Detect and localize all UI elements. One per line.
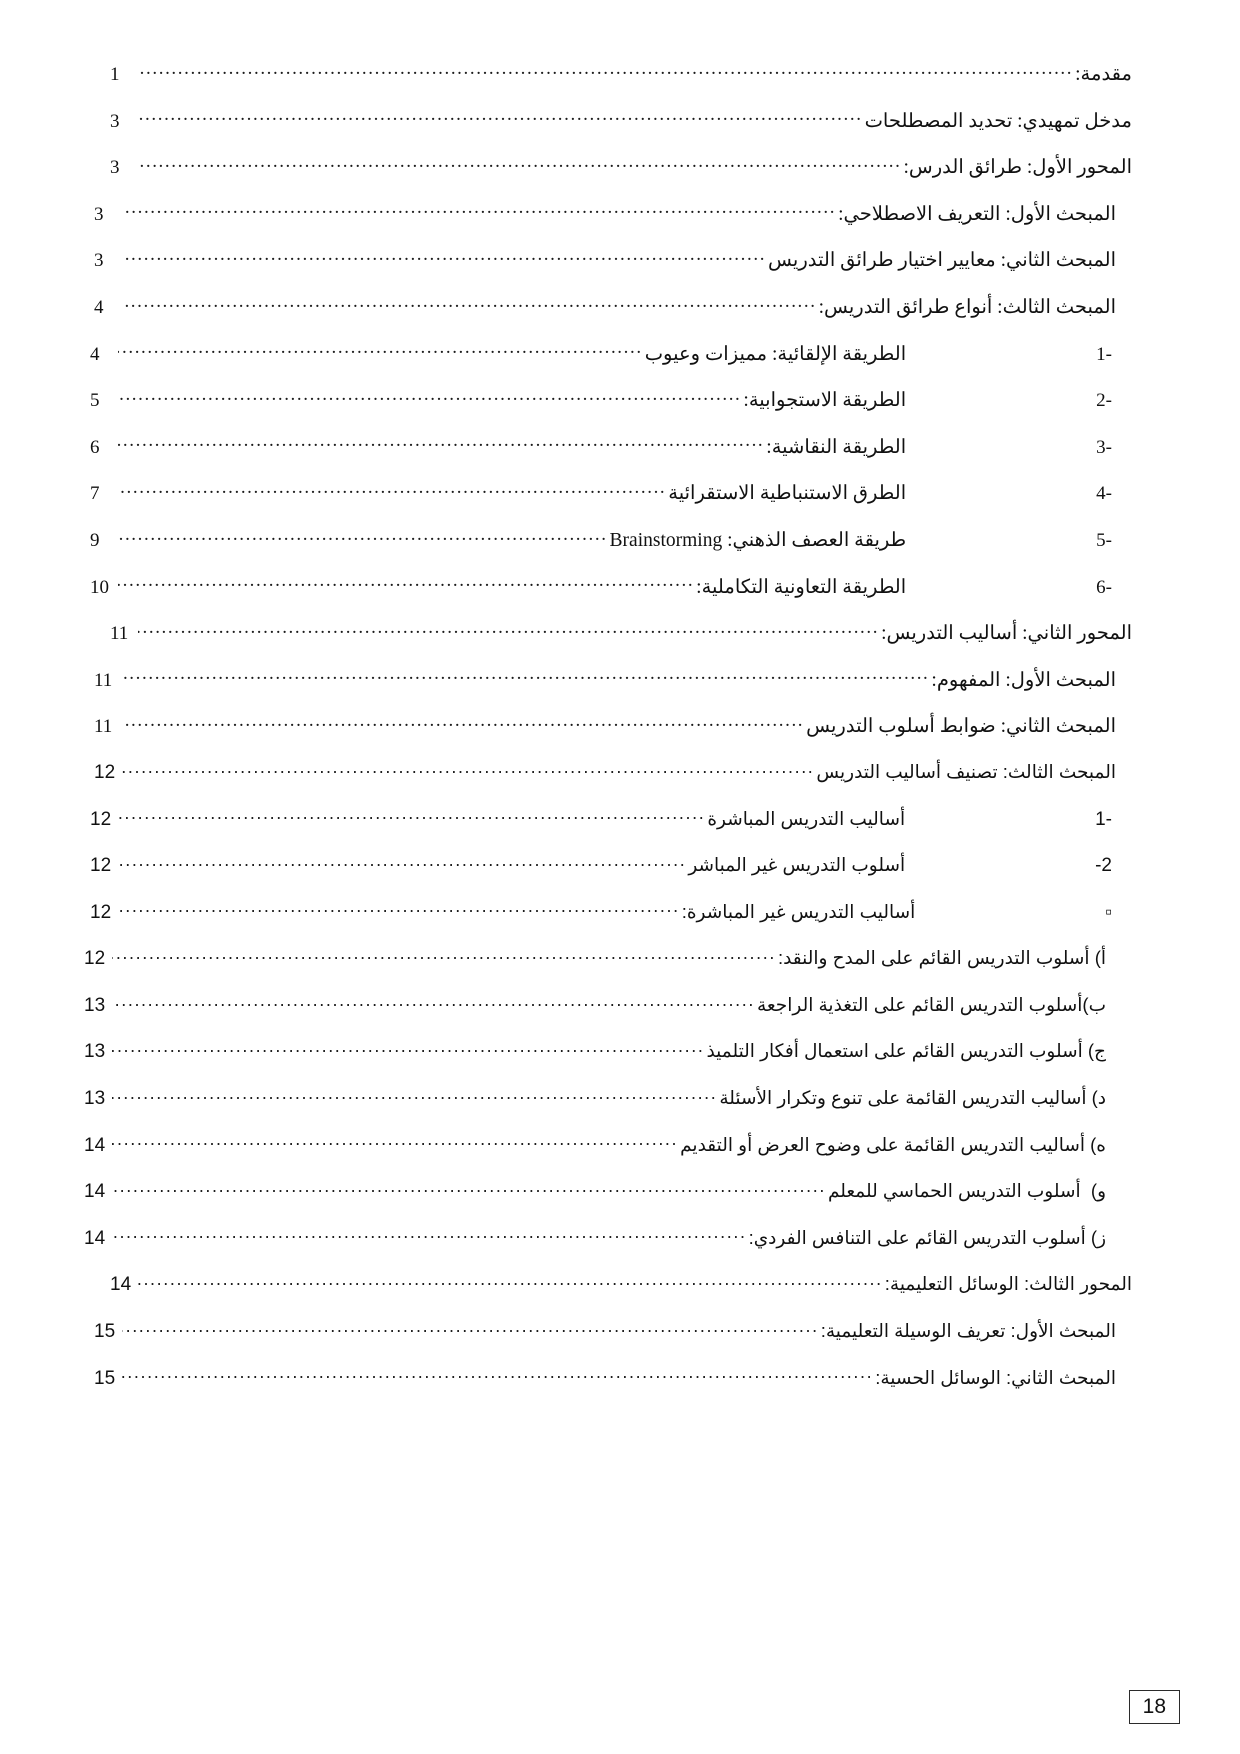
toc-entry-marker: 6- bbox=[1096, 576, 1112, 598]
toc-entry-dot-leader bbox=[138, 64, 1073, 80]
toc-entry-dot-leader bbox=[112, 1135, 678, 1151]
toc-entry-page-number: 12 bbox=[84, 948, 106, 970]
toc-entry-marker: 1- bbox=[1096, 343, 1112, 365]
table-of-contents bbox=[84, 62, 1132, 1413]
toc-entry-page-number: 3 bbox=[110, 157, 120, 179]
toc-entry[interactable] bbox=[92, 761, 1132, 808]
toc-entry[interactable] bbox=[88, 528, 1132, 575]
toc-entry-page-number: 15 bbox=[94, 1367, 116, 1389]
toc-entry-title: د) أساليب التدريس القائمة على تنوع وتكرار الأسئلة bbox=[719, 1087, 1106, 1109]
toc-entry-title: الطرق الاستنباطية الاستقرائية bbox=[668, 483, 907, 505]
toc-entry[interactable] bbox=[82, 1040, 1132, 1087]
toc-entry-page-number: 11 bbox=[94, 669, 113, 691]
toc-entry-title: المبحث الثاني: معايير اختيار طرائق التدريس bbox=[768, 250, 1116, 272]
toc-entry-page-number: 14 bbox=[84, 1181, 106, 1203]
toc-entry-title: ه) أساليب التدريس القائمة على وضوح العرض أو التقديم bbox=[680, 1133, 1106, 1155]
toc-entry-dot-leader bbox=[112, 1088, 717, 1104]
toc-entry-title: أ) أسلوب التدريس القائم على المدح والنقد: bbox=[777, 947, 1106, 969]
toc-entry-dot-leader bbox=[118, 577, 694, 593]
toc-entry[interactable] bbox=[82, 1087, 1132, 1134]
toc-entry-title: أسلوب التدريس غير المباشر bbox=[688, 854, 906, 876]
toc-entry-page-number: 12 bbox=[90, 855, 112, 877]
toc-entry-title: ز) أسلوب التدريس القائم على التنافس الفردي: bbox=[748, 1226, 1106, 1248]
toc-entry-title: ب)أسلوب التدريس القائم على التغذية الراجعة bbox=[756, 993, 1106, 1015]
toc-entry[interactable] bbox=[88, 481, 1132, 528]
toc-entry[interactable] bbox=[108, 62, 1132, 109]
toc-entry[interactable] bbox=[88, 854, 1132, 901]
toc-entry[interactable] bbox=[82, 1180, 1132, 1227]
toc-entry[interactable] bbox=[82, 947, 1132, 994]
toc-entry-marker: 3- bbox=[1096, 436, 1112, 458]
toc-entry-dot-leader bbox=[138, 623, 879, 639]
toc-entry-page-number: 3 bbox=[110, 110, 120, 132]
toc-entry-dot-leader bbox=[118, 390, 741, 406]
toc-entry-title: مدخل تمهيدي: تحديد المصطلحات bbox=[864, 110, 1132, 132]
toc-entry-page-number: 13 bbox=[84, 994, 106, 1016]
toc-entry[interactable] bbox=[92, 1320, 1132, 1367]
toc-entry[interactable] bbox=[88, 388, 1132, 435]
toc-entry-title: الطريقة التعاونية التكاملية: bbox=[696, 576, 907, 598]
toc-entry-dot-leader bbox=[122, 1321, 819, 1337]
toc-entry-marker: 1- bbox=[1095, 808, 1112, 830]
toc-entry-page-number: 11 bbox=[110, 623, 129, 645]
toc-entry-page-number: 4 bbox=[94, 296, 104, 318]
toc-entry-page-number: 3 bbox=[94, 203, 104, 225]
toc-entry-page-number: 6 bbox=[90, 436, 100, 458]
toc-entry-dot-leader bbox=[112, 1181, 826, 1197]
toc-entry-title: و) أسلوب التدريس الحماسي للمعلم bbox=[827, 1180, 1106, 1202]
toc-entry-marker: 5- bbox=[1096, 529, 1112, 551]
toc-entry-page-number: 15 bbox=[94, 1321, 116, 1343]
toc-entry-dot-leader bbox=[122, 250, 766, 266]
toc-entry-dot-leader bbox=[138, 1274, 883, 1290]
toc-entry-title: الطريقة الإلقائية: مميزات وعيوب bbox=[644, 343, 907, 365]
toc-entry-page-number: 3 bbox=[94, 250, 104, 272]
toc-entry-title: المبحث الثاني: ضوابط أسلوب التدريس bbox=[806, 716, 1116, 738]
toc-entry-dot-leader bbox=[138, 157, 902, 173]
toc-entry-marker: -2 bbox=[1095, 855, 1112, 877]
toc-entry[interactable] bbox=[92, 714, 1132, 761]
toc-entry-dot-leader bbox=[122, 762, 814, 778]
toc-entry-dot-leader bbox=[118, 855, 686, 871]
toc-entry[interactable] bbox=[92, 248, 1132, 295]
toc-entry[interactable] bbox=[92, 1367, 1132, 1414]
toc-entry-page-number: 13 bbox=[84, 1088, 106, 1110]
toc-entry-page-number: 1 bbox=[110, 64, 120, 85]
toc-entry-title: المحور الثالث: الوسائل التعليمية: bbox=[884, 1273, 1132, 1295]
toc-entry-title: المحور الثاني: أساليب التدريس: bbox=[881, 623, 1132, 645]
toc-entry-dot-leader bbox=[112, 995, 755, 1011]
toc-entry-page-number: 11 bbox=[94, 716, 113, 738]
toc-entry[interactable] bbox=[92, 668, 1132, 715]
toc-entry[interactable] bbox=[82, 994, 1132, 1041]
toc-entry-page-number: 12 bbox=[90, 808, 112, 830]
toc-entry[interactable] bbox=[88, 342, 1132, 389]
toc-entry[interactable] bbox=[88, 435, 1132, 482]
toc-entry-dot-leader bbox=[118, 483, 666, 499]
toc-entry-dot-leader bbox=[118, 344, 643, 360]
toc-entry-page-number: 14 bbox=[84, 1227, 106, 1249]
toc-entry-page-number: 10 bbox=[90, 576, 109, 598]
toc-entry-dot-leader bbox=[122, 670, 929, 686]
toc-entry-marker: 2- bbox=[1096, 390, 1112, 412]
toc-entry-dot-leader bbox=[118, 437, 764, 453]
toc-entry-title: المبحث الثالث: أنواع طرائق التدريس: bbox=[818, 296, 1116, 318]
toc-entry-dot-leader bbox=[122, 297, 817, 313]
toc-entry-page-number: 14 bbox=[110, 1274, 132, 1296]
page-number-badge: 18 bbox=[1129, 1690, 1180, 1724]
toc-entry-title: المبحث الأول: التعريف الاصطلاحي: bbox=[838, 203, 1116, 225]
toc-entry-page-number: 12 bbox=[94, 761, 116, 783]
toc-entry-dot-leader bbox=[118, 530, 608, 546]
toc-entry-title: المبحث الأول: المفهوم: bbox=[931, 669, 1116, 691]
toc-entry-page-number: 12 bbox=[90, 901, 112, 923]
toc-entry-dot-leader bbox=[112, 1041, 704, 1057]
toc-entry-page-number: 14 bbox=[84, 1134, 106, 1156]
toc-entry-page-number: 4 bbox=[90, 343, 100, 365]
toc-entry[interactable] bbox=[108, 155, 1132, 202]
toc-entry-title: المبحث الثاني: الوسائل الحسية: bbox=[875, 1366, 1116, 1388]
toc-entry-title: أساليب التدريس المباشرة bbox=[707, 807, 906, 829]
toc-entry-marker: 4- bbox=[1096, 483, 1112, 505]
toc-entry[interactable] bbox=[82, 1227, 1132, 1274]
toc-entry[interactable] bbox=[88, 575, 1132, 622]
toc-entry[interactable] bbox=[92, 295, 1132, 342]
toc-entry-title: ج) أسلوب التدريس القائم على استعمال أفكار التلميذ bbox=[706, 1040, 1106, 1062]
toc-entry[interactable] bbox=[88, 808, 1132, 855]
toc-entry-dot-leader bbox=[138, 111, 863, 127]
toc-entry-dot-leader bbox=[122, 716, 804, 732]
toc-entry-dot-leader bbox=[118, 809, 705, 825]
toc-entry-title: المبحث الأول: تعريف الوسيلة التعليمية: bbox=[820, 1320, 1116, 1342]
toc-entry[interactable] bbox=[82, 1134, 1132, 1181]
toc-entry-title: الطريقة الاستجوابية: bbox=[743, 390, 907, 412]
toc-entry-title: الطريقة النقاشية: bbox=[766, 436, 907, 458]
toc-entry[interactable] bbox=[108, 1273, 1132, 1320]
toc-entry-page-number: 5 bbox=[90, 390, 100, 412]
toc-entry-title: المبحث الثالث: تصنيف أساليب التدريس bbox=[816, 760, 1116, 782]
toc-entry-title: طريقة العصف الذهني: Brainstorming bbox=[609, 529, 907, 551]
toc-entry-page-number: 13 bbox=[84, 1041, 106, 1063]
toc-entry-dot-leader bbox=[112, 948, 776, 964]
toc-entry-title: مقدمة: bbox=[1075, 64, 1132, 85]
toc-entry-dot-leader bbox=[122, 1368, 873, 1384]
toc-entry[interactable] bbox=[108, 621, 1132, 668]
toc-entry-page-number: 9 bbox=[90, 529, 100, 551]
toc-entry[interactable] bbox=[92, 202, 1132, 249]
toc-entry-marker: ▫ bbox=[1105, 901, 1112, 923]
toc-entry-title: المحور الأول: طرائق الدرس: bbox=[903, 157, 1132, 179]
toc-entry-dot-leader bbox=[112, 1228, 747, 1244]
toc-entry-title: أساليب التدريس غير المباشرة: bbox=[681, 900, 916, 922]
toc-entry[interactable] bbox=[108, 109, 1132, 156]
toc-entry-dot-leader bbox=[122, 204, 836, 220]
toc-entry-page-number: 7 bbox=[90, 483, 100, 505]
toc-entry[interactable] bbox=[88, 901, 1132, 948]
toc-entry-dot-leader bbox=[118, 902, 680, 918]
